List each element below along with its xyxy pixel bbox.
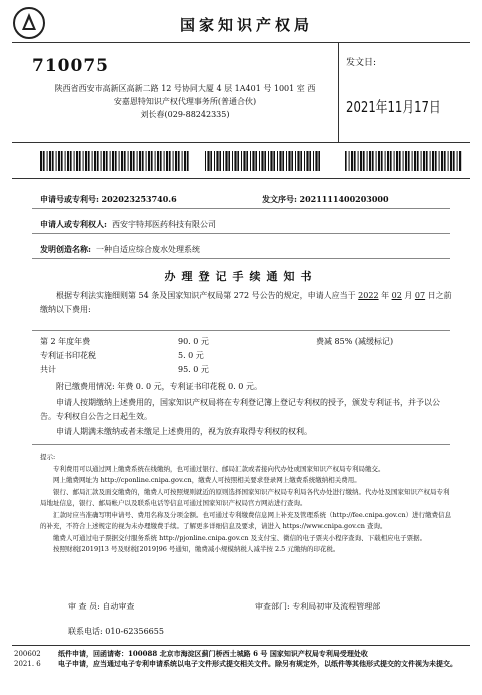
phone-label: 联系电话: <box>68 627 103 636</box>
notice-title: 办理登记手续通知书 <box>164 270 318 283</box>
department-label: 审查部门: <box>255 602 290 611</box>
fee-table-rule <box>32 330 450 331</box>
notes-section <box>40 452 452 556</box>
due-day: 07 <box>414 291 426 300</box>
due-day-unit: 日 <box>425 291 436 300</box>
org-name: 国家知识产权局 <box>180 16 314 34</box>
application-number-row <box>40 194 177 205</box>
reviewer-label: 审 查 员: <box>68 602 100 611</box>
phone-row <box>68 626 164 637</box>
invention-row <box>40 244 200 255</box>
intro-text: 根据专利法实施细则第 54 条及国家知识产权局第 272 号公告的规定，申请人应当于 <box>56 291 359 300</box>
application-number-label: 申请号或专利号: <box>40 194 99 204</box>
applicant-row <box>40 219 216 230</box>
applicant-label: 申请人或专利权人: <box>40 219 107 229</box>
footer-electronic-notice: 电子申请，应当通过电子专利申请系统以电子文件形式提交相关文件。除另有规定外，以纸件等其他形式提交的文件视为未提交。 <box>58 659 457 668</box>
note-item: 网上缴费网址为 http://cponline.cnipa.gov.cn，缴费人可按照相关要求登录网上缴费系统缴纳相关费用。 <box>53 476 361 484</box>
due-year: 2022 <box>358 291 379 300</box>
department-name: 专利局初审及流程管理部 <box>292 602 381 611</box>
barcode <box>205 151 323 171</box>
due-year-unit: 年 <box>378 291 392 300</box>
form-version: 2021. 6 <box>14 660 41 668</box>
info-rule <box>32 258 450 259</box>
document-number-row <box>262 194 389 205</box>
application-number: 202023253740.6 <box>101 194 177 204</box>
header-rule-top <box>12 42 470 43</box>
fee-total-label: 共计 <box>40 365 56 374</box>
info-rule <box>32 233 450 234</box>
document-number-label: 发文序号: <box>262 194 297 204</box>
reviewer-name: 自动审查 <box>102 602 135 611</box>
address-line-1: 陕西省西安市高新区高新二路 12 号协同大厦 4 层 1A401 号 1001 室 西 <box>54 84 316 93</box>
fee-note: 费减 85% (减缓标记) <box>316 337 394 346</box>
postcode: 710075 <box>32 56 109 76</box>
form-code: 200602 <box>14 650 41 658</box>
notes-rule <box>32 444 450 445</box>
intro-paragraph <box>40 289 452 317</box>
note-item: 缴费人可通过电子票据交付服务系统 http://pjonline.cnipa.gov.cn 及支付宝、微信的电子票夹小程序查询、下载相应电子票据。 <box>53 533 427 542</box>
fee-amount: 90. 0 元 <box>178 337 209 346</box>
note-item: 按照财税[2019]13 号及财税[2019]96 号通知，缴费减小规模纳税人减半按 2.5 元缴纳的印花税。 <box>53 545 340 553</box>
phone-number: 010-62356655 <box>105 627 164 636</box>
fee-name: 第 2 年度年费 <box>40 337 91 346</box>
send-date-label: 发文日: <box>346 58 377 68</box>
applicant-name: 西安宇特邦医药科技有限公司 <box>112 220 217 229</box>
document-number: 2021111400203000 <box>299 194 389 204</box>
barcode <box>40 151 190 171</box>
info-rule <box>32 208 450 209</box>
invention-label: 发明创造名称: <box>40 244 91 254</box>
paid-status: 附已缴费用情况: 年费 0. 0 元，专利证书印花税 0. 0 元。 <box>56 382 262 391</box>
footer-paper-notice: 纸件申请，回函请寄：100088 北京市海淀区蓟门桥西土城路 6 号 国家知识产权局专利局受理处收 <box>58 649 368 658</box>
barcode <box>345 151 463 171</box>
note-item: 专利费用可以通过网上缴费系统在线缴纳，也可通过银行、邮局汇款或者接向代办处或国家知识产权局专利局缴交。 <box>53 464 385 473</box>
footer-notice <box>58 649 470 669</box>
due-month: 02 <box>391 291 402 300</box>
fee-name: 专利证书印花税 <box>40 351 96 360</box>
registration-paragraph: 申请人按期缴纳上述费用的，国家知识产权局将在专利登记簿上登记专利权的授予，颁发专利证书，并予以公告。专利权自公告之日起生效。 <box>40 398 440 421</box>
address-line-2: 安嘉恩特知识产权代理事务所(普通合伙) <box>113 97 257 106</box>
section-rule <box>12 178 470 179</box>
department-row <box>255 601 380 612</box>
send-date-divider <box>338 42 339 142</box>
fee-amount: 5. 0 元 <box>178 351 204 360</box>
footer-rule <box>12 645 470 646</box>
notes-label: 提示: <box>40 453 56 461</box>
address-line-3: 刘长春(029-88242335) <box>140 110 230 119</box>
intro-text-end: 之前缴纳以下费用: <box>40 291 452 314</box>
cnipa-logo-icon <box>12 6 46 40</box>
fee-total-amount: 95. 0 元 <box>178 365 209 374</box>
forfeit-paragraph: 申请人期满未缴纳或者未缴足上述费用的，视为放弃取得专利权的权利。 <box>56 427 312 436</box>
reviewer-row <box>68 601 134 612</box>
due-month-unit: 月 <box>401 291 415 300</box>
header-rule-bottom <box>12 142 470 143</box>
send-date-value: 2021年11月17日 <box>346 98 441 116</box>
note-item: 汇款时应当准确写明申请号、费用名称及分项金额。也可通过专利缴费信息网上补充及管理系统（http://fee.cnipa.gov.cn）进行缴费信息的补充，不符合上述规定的视为未办理缴费手续。了解更多详细信息及要求，请进入 https://www.cnipa.gov.cn 查询。 <box>40 510 452 530</box>
recipient-address <box>40 82 330 121</box>
note-item: 银行、邮局汇款及面交缴费的，缴费人可按照规则就近的原则选择国家知识产权局专利局各代办处进行缴纳。代办处及国家知识产权局专利局地址信息，银行、邮局帐户以及联系电话等信息可通过国家知识产权局官方网站进行查询。 <box>40 487 450 507</box>
invention-name: 一种自适应综合废水处理系统 <box>96 245 201 254</box>
